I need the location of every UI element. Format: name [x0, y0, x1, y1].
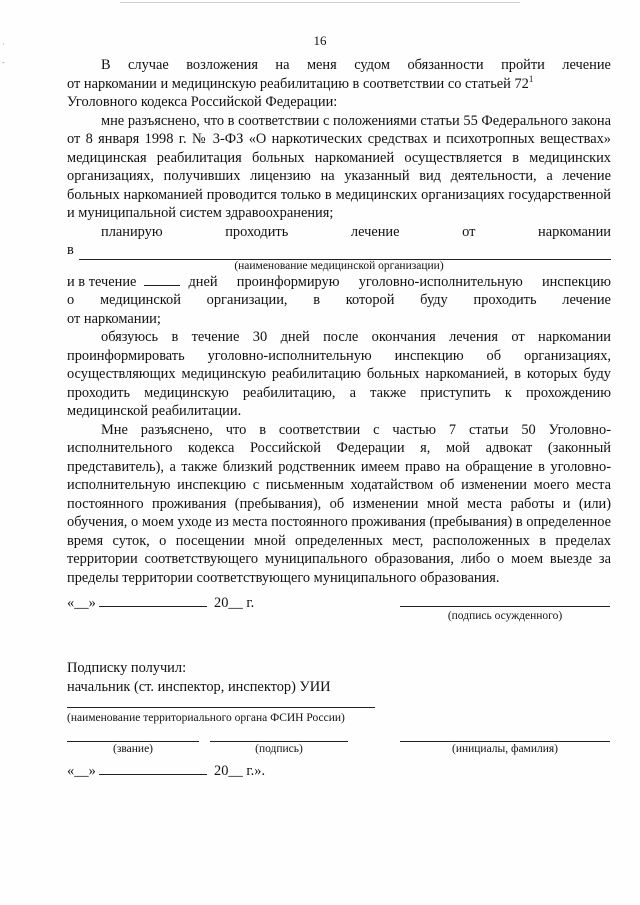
signature-line — [210, 741, 348, 742]
convict-signature-line — [400, 606, 610, 607]
date-blank — [99, 594, 207, 607]
para3-line4: о медицинской организации, в которой буду проходить лечение — [67, 292, 611, 308]
para1-line1: В случае возложения на меня судом обязанности пройти лечение — [101, 57, 611, 73]
receipt-block — [67, 659, 330, 696]
medical-org-line: в — [67, 241, 611, 260]
rank-line — [67, 741, 199, 742]
para3-line1: планирую проходить лечение от наркомании — [101, 223, 611, 240]
receipt-date-blank — [99, 762, 207, 775]
convict-signature-caption: (подпись осужденного) — [447, 610, 563, 622]
document-body — [67, 56, 611, 587]
name-line — [400, 741, 610, 742]
para1-line2: от наркомании и медицинскую реабилитацию в соответствии со статьей $72^1$ — [67, 73, 534, 92]
page-number: 16 — [313, 33, 327, 48]
para1-line3: Уголовного кодекса Российской Федерации: — [67, 94, 338, 110]
days-blank — [144, 273, 180, 286]
para3-line3: и в течение дней проинформирую уголовно-исполнительную инспекцию — [67, 273, 611, 290]
convict-date: «__» 20__ г. — [67, 595, 255, 611]
para-drug-law: мне разъяснено, что в соответствии с положениями статьи 55 Федерального закона от 8 января 1998 г. № 3-ФЗ «О наркотических средствах и психотропных веществах» медицинская реабилитация больных наркоманией осуществляется в медицинских организациях, получивших лицензию на указанный вид деятельности, а лечение больных наркоманией проводится только в медицинских организациях государственной и муниципальной систем здравоохранения; — [67, 112, 611, 221]
para-obligation: обязуюсь в течение 30 дней после окончания лечения от наркомании проинформировать уголовно-исполнительную инспекцию об организациях, осуществляющих медицинскую реабилитацию больных наркоманией, в которых буду проходить медицинскую реабилитацию, а также приступить к прохождению медицинской реабилитации. — [67, 329, 611, 419]
receipt-title: Подписку получил: — [67, 660, 187, 676]
medical-org-blank — [79, 245, 611, 260]
org-line — [67, 707, 375, 708]
signature-caption: (подпись) — [255, 743, 303, 755]
scan-edge-line — [120, 2, 520, 3]
receipt-role: начальник (ст. инспектор, инспектор) УИИ — [67, 678, 331, 695]
scan-specks: · ‐ — [2, 40, 5, 67]
rank-caption: (звание) — [113, 743, 153, 755]
para3-line5: от наркомании; — [67, 310, 161, 327]
receipt-date: «__» 20__ г.». — [67, 763, 266, 779]
para-rights: Мне разъяснено, что в соответствии с частью 7 статьи 50 Уголовно-исполнительного кодекса Российской Федерации я, мой адвокат (законный представитель), а также близкий родственник имеем право на обращение в уголовно-исполнительную инспекцию с письменным ходатайством об изменении моего места постоянного проживания (пребывания), об изменении мной места работы и (или) обучения, о моем уходе из места постоянного проживания (пребывания) в определенное время суток, о посещении мной определенных мест, расположенных в пределах территории соответствующего муниципального образования, либо о моем выезде за пределы территории соответствующего муниципального образования. — [67, 421, 611, 586]
name-caption: (инициалы, фамилия) — [451, 743, 559, 755]
org-caption: (наименование территориального органа ФСИН России) — [67, 712, 345, 724]
medical-org-caption: (наименование медицинской организации) — [234, 259, 444, 272]
